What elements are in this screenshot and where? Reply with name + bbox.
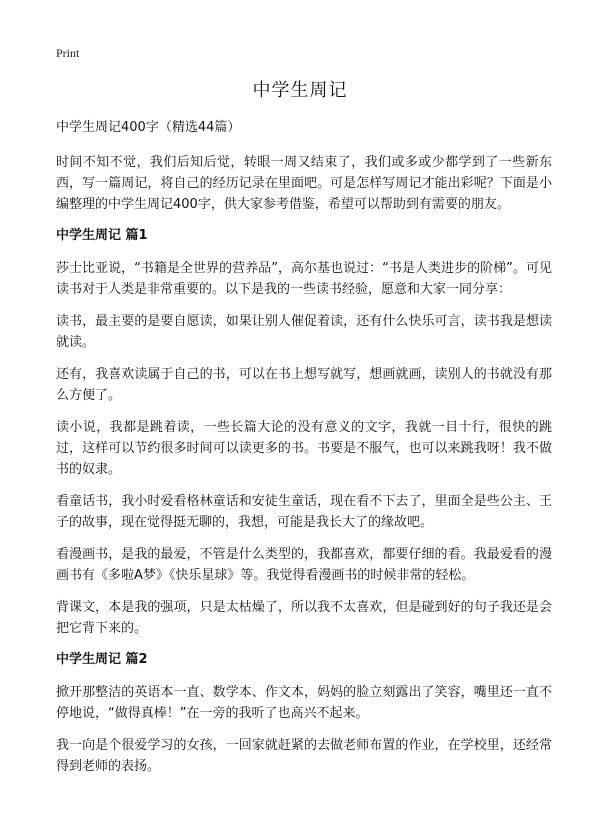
- section-paragraph: 还有，我喜欢读属于自己的书，可以在书上想写就写，想画就画，读别人的书就没有那么方便了。: [56, 367, 552, 403]
- section-2: [56, 650, 552, 777]
- section-heading: 中学生周记 篇1: [56, 228, 148, 243]
- section-paragraph: 莎士比亚说，“书籍是全世界的营养品”，高尔基也说过：“书是人类进步的阶梯”。可见读书对于人类是非常重要的。以下是我的一些读书经验，愿意和大家一同分享：: [56, 261, 552, 297]
- document-body: [56, 118, 552, 788]
- section-paragraph: 看童话书，我小时爱看格林童话和安徒生童话，现在看不下去了，里面全是些公主、王子的故事，现在觉得挺无聊的，我想，可能是我长大了的缘故吧。: [56, 494, 552, 530]
- section-paragraph: 掀开那整洁的英语本一直、数学本、作文本，妈妈的脸立刻露出了笑容，嘴里还一直不停地说，“做得真棒！”在一旁的我听了也高兴不起来。: [56, 685, 552, 721]
- section-1: [56, 226, 552, 639]
- intro-paragraph: 时间不知不觉，我们后知后觉，转眼一周又结束了，我们或多或少都学到了一些新东西，写一篇周记，将自己的经历记录在里面吧。可是怎样写周记才能出彩呢？下面是小编整理的中学生周记400字，供大家参考借鉴，希望可以帮助到有需要的朋友。: [56, 155, 552, 212]
- section-paragraph: 看漫画书，是我的最爱，不管是什么类型的，我都喜欢，都要仔细的看。我最爱看的漫画书有《多啦A梦》《快乐星球》等。我觉得看漫画书的时候非常的轻松。: [56, 547, 552, 583]
- print-link[interactable]: Print: [56, 46, 80, 60]
- section-paragraph: 我一向是个很爱学习的女孩，一回家就赶紧的去做老师布置的作业，在学校里，还经常得到老师的表扬。: [56, 738, 552, 774]
- section-heading: 中学生周记 篇2: [56, 652, 148, 667]
- page-title: 中学生周记: [252, 80, 348, 101]
- section-paragraph: 读书，最主要的是要自愿读，如果让别人催促着读，还有什么快乐可言，读书我是想读就读。: [56, 314, 552, 350]
- section-paragraph: 背课文，本是我的强项，只是太枯燥了，所以我不太喜欢，但是碰到好的句子我还是会把它背下来的。: [56, 600, 552, 636]
- section-paragraph: 读小说，我都是跳着读，一些长篇大论的没有意义的文字，我就一目十行，很快的跳过，这样可以节约很多时间可以读更多的书。书要是不服气，也可以来跳我呀！我不做书的奴隶。: [56, 420, 552, 477]
- document-subtitle: 中学生周记400字（精选44篇）: [56, 120, 241, 135]
